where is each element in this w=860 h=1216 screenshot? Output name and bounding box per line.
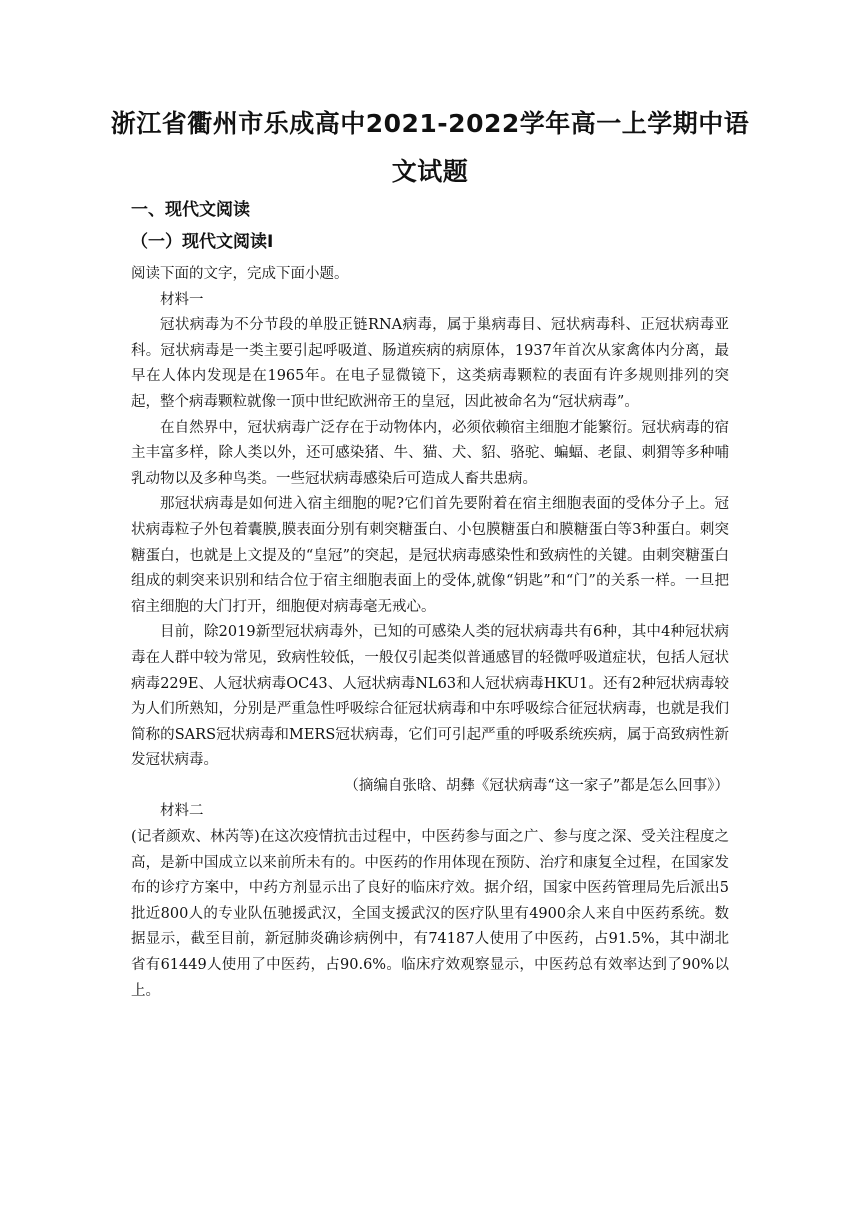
material-one-paragraph-4: 目前，除2019新型冠状病毒外，已知的可感染人类的冠状病毒共有6种，其中4种冠状病毒在人群中较为常见，致病性较低，一般仅引起类似普通感冒的轻微呼吸道症状，包括人冠状病毒229E、人冠状病毒OC43、人冠状病毒NL63和人冠状病毒HKU1。还有2种冠状病毒较为人们所熟知，分别是严重急性呼吸综合征冠状病毒和中东呼吸综合征冠状病毒，也就是我们简称的SARS冠状病毒和MERS冠状病毒，它们可引起严重的呼吸系统疾病，属于高致病性新发冠状病毒。: [131, 624, 729, 769]
subsection-heading: （一）现代文阅读Ⅰ: [131, 232, 274, 252]
material-two-paragraph-1: (记者颜欢、林芮等)在这次疫情抗击过程中，中医药参与面之广、参与度之深、受关注程度之高，是新中国成立以来前所未有的。中医药的作用体现在预防、治疗和康复全过程，在国家发布的诊疗方案中，中药方剂显示出了良好的临床疗效。据介绍，国家中医药管理局先后派出5批近800人的专业队伍驰援武汉，全国支援武汉的医疗队里有4900余人来自中医药系统。数据显示，截至目前，新冠肺炎确诊病例中，有74187人使用了中医药，占91.5%，其中湖北省有61449人使用了中医药，占90.6%。临床疗效观察显示，中医药总有效率达到了90%以上。: [131, 829, 729, 999]
instruction-text: 阅读下面的文字，完成下面小题。: [131, 266, 349, 282]
material-one-paragraph-1: 冠状病毒为不分节段的单股正链RNA病毒，属于巢病毒目、冠状病毒科、正冠状病毒亚科。冠状病毒是一类主要引起呼吸道、肠道疾病的病原体，1937年首次从家禽体内分离，最早在人体内发现是在1965年。在电子显微镜下，这类病毒颗粒的表面有许多规则排列的突起，整个病毒颗粒就像一顶中世纪欧洲帝王的皇冠，因此被命名为“冠状病毒”。: [131, 317, 729, 410]
section-heading: 一、现代文阅读: [131, 200, 250, 220]
material-two-label: 材料二: [160, 803, 204, 820]
material-one-source: （摘编自张晗、胡彝《冠状病毒“这一家子”都是怎么回事》）: [344, 777, 729, 794]
document-body: [131, 262, 729, 1004]
document-title: 浙江省衢州市乐成高中2021-2022学年高一上学期中语文试题: [110, 109, 750, 186]
material-one-label: 材料一: [160, 291, 204, 308]
material-one-paragraph-3: 那冠状病毒是如何进入宿主细胞的呢?它们首先要附着在宿主细胞表面的受体分子上。冠状病毒粒子外包着囊膜,膜表面分别有刺突糖蛋白、小包膜糖蛋白和膜糖蛋白等3种蛋白。刺突糖蛋白，也就是上文提及的“皇冠”的突起，是冠状病毒感染性和致病性的关键。由刺突糖蛋白组成的刺突来识别和结合位于宿主细胞表面上的受体,就像“钥匙”和“门”的关系一样。一旦把宿主细胞的大门打开，细胞便对病毒毫无戒心。: [131, 496, 729, 615]
material-one-paragraph-2: 在自然界中，冠状病毒广泛存在于动物体内，必须依赖宿主细胞才能繁衍。冠状病毒的宿主丰富多样，除人类以外，还可感染猪、牛、猫、犬、貂、骆驼、蝙蝠、老鼠、刺猬等多种哺乳动物以及多种鸟类。一些冠状病毒感染后可造成人畜共患病。: [131, 419, 729, 487]
